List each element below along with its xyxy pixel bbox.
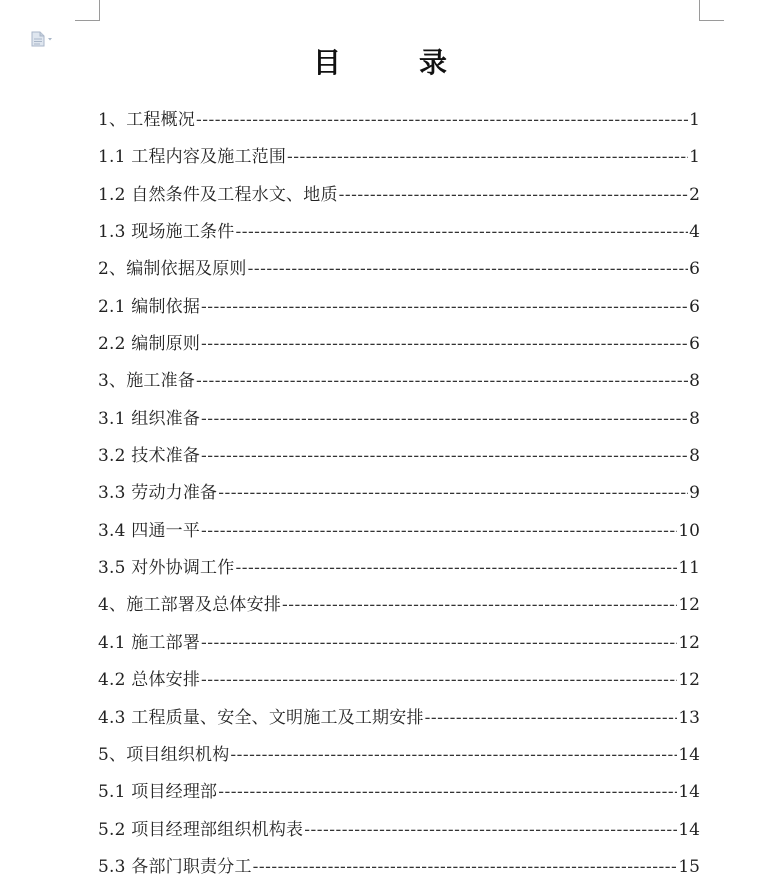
toc-entry[interactable] xyxy=(98,475,700,512)
toc-leader-dashes xyxy=(201,401,688,438)
toc-entry-page-number: 8 xyxy=(689,446,700,467)
toc-entry-label: 3、施工准备 xyxy=(98,371,196,392)
toc-entry[interactable] xyxy=(98,700,700,737)
toc-entry-page-number: 6 xyxy=(689,334,700,355)
toc-entry-label: 5、项目组织机构 xyxy=(98,744,230,765)
toc-entry[interactable] xyxy=(98,812,700,849)
toc-entry-page-number: 13 xyxy=(678,707,700,728)
toc-entry[interactable] xyxy=(98,849,700,886)
table-of-contents xyxy=(98,102,700,886)
toc-entry-label: 1.1 工程内容及施工范围 xyxy=(98,147,287,168)
crop-mark-top-right xyxy=(699,0,724,21)
toc-entry-label: 3.4 四通一平 xyxy=(98,520,201,541)
toc-entry-page-number: 12 xyxy=(678,632,700,653)
toc-leader-dashes xyxy=(218,774,677,811)
toc-entry-page-number: 9 xyxy=(689,483,700,504)
toc-entry-page-number: 1 xyxy=(689,110,700,130)
toc-entry[interactable] xyxy=(98,513,700,550)
toc-entry[interactable] xyxy=(98,438,700,475)
toc-entry[interactable] xyxy=(98,214,700,251)
toc-entry[interactable] xyxy=(98,326,700,363)
toc-entry-page-number: 1 xyxy=(689,147,700,168)
toc-entry[interactable] xyxy=(98,737,700,774)
toc-entry-page-number: 11 xyxy=(678,558,700,579)
toc-leader-dashes xyxy=(201,625,677,662)
toc-entry-page-number: 8 xyxy=(689,408,700,429)
toc-entry-label: 1、工程概况 xyxy=(98,110,196,130)
toc-leader-dashes xyxy=(201,662,677,699)
toc-leader-dashes xyxy=(201,513,677,550)
toc-entry-label: 1.3 现场施工条件 xyxy=(98,222,235,243)
toc-entry-page-number: 4 xyxy=(689,222,700,243)
toc-leader-dashes xyxy=(235,214,688,251)
toc-leader-dashes xyxy=(201,289,688,326)
toc-entry-label: 3.2 技术准备 xyxy=(98,446,201,467)
toc-leader-dashes xyxy=(339,177,689,214)
toc-entry[interactable] xyxy=(98,550,700,587)
toc-leader-dashes xyxy=(201,326,688,363)
toc-leader-dashes xyxy=(235,550,677,587)
crop-mark-top-left xyxy=(75,0,100,21)
toc-leader-dashes xyxy=(218,475,688,512)
toc-leader-dashes xyxy=(304,812,677,849)
toc-entry[interactable] xyxy=(98,401,700,438)
toc-leader-dashes xyxy=(425,700,678,737)
toc-entry-page-number: 2 xyxy=(689,184,700,205)
toc-entry-label: 3.5 对外协调工作 xyxy=(98,558,235,579)
toc-entry-label: 3.1 组织准备 xyxy=(98,408,201,429)
toc-leader-dashes xyxy=(201,438,688,475)
toc-entry[interactable] xyxy=(98,774,700,811)
toc-entry-page-number: 8 xyxy=(689,371,700,392)
toc-entry[interactable] xyxy=(98,587,700,624)
toc-leader-dashes xyxy=(248,251,689,288)
toc-leader-dashes xyxy=(253,849,678,886)
toc-entry-label: 2.2 编制原则 xyxy=(98,334,201,355)
toc-entry[interactable] xyxy=(98,177,700,214)
toc-entry-page-number: 14 xyxy=(678,744,700,765)
toc-entry-label: 4.3 工程质量、安全、文明施工及工期安排 xyxy=(98,707,424,728)
toc-entry-label: 5.1 项目经理部 xyxy=(98,782,218,803)
toc-entry-label: 4.1 施工部署 xyxy=(98,632,201,653)
toc-entry-page-number: 15 xyxy=(678,856,700,877)
toc-leader-dashes xyxy=(196,363,688,400)
toc-entry-label: 4、施工部署及总体安排 xyxy=(98,595,282,616)
toc-entry-label: 2.1 编制依据 xyxy=(98,296,201,317)
toc-entry[interactable] xyxy=(98,139,700,176)
toc-entry-label: 3.3 劳动力准备 xyxy=(98,483,218,504)
toc-entry-page-number: 14 xyxy=(678,782,700,803)
toc-entry-label: 5.2 项目经理部组织机构表 xyxy=(98,819,304,840)
toc-entry[interactable] xyxy=(98,251,700,288)
toc-entry[interactable] xyxy=(98,662,700,699)
toc-entry-label: 5.3 各部门职责分工 xyxy=(98,856,252,877)
toc-entry-page-number: 12 xyxy=(678,670,700,691)
title-char-2: 录 xyxy=(419,45,448,79)
toc-entry[interactable] xyxy=(98,289,700,326)
toc-leader-dashes xyxy=(282,587,677,624)
toc-entry[interactable] xyxy=(98,102,700,139)
toc-entry-label: 4.2 总体安排 xyxy=(98,670,201,691)
toc-leader-dashes xyxy=(196,102,688,139)
toc-leader-dashes xyxy=(230,737,677,774)
toc-entry-page-number: 14 xyxy=(678,819,700,840)
page-title xyxy=(0,41,760,81)
toc-entry-label: 1.2 自然条件及工程水文、地质 xyxy=(98,184,338,205)
toc-entry-page-number: 10 xyxy=(678,520,700,541)
toc-entry-page-number: 6 xyxy=(689,259,700,280)
toc-entry[interactable] xyxy=(98,625,700,662)
toc-entry-page-number: 6 xyxy=(689,296,700,317)
toc-entry[interactable] xyxy=(98,363,700,400)
title-char-1: 目 xyxy=(312,45,341,79)
toc-entry-page-number: 12 xyxy=(678,595,700,616)
toc-leader-dashes xyxy=(287,139,688,176)
toc-entry-label: 2、编制依据及原则 xyxy=(98,259,247,280)
